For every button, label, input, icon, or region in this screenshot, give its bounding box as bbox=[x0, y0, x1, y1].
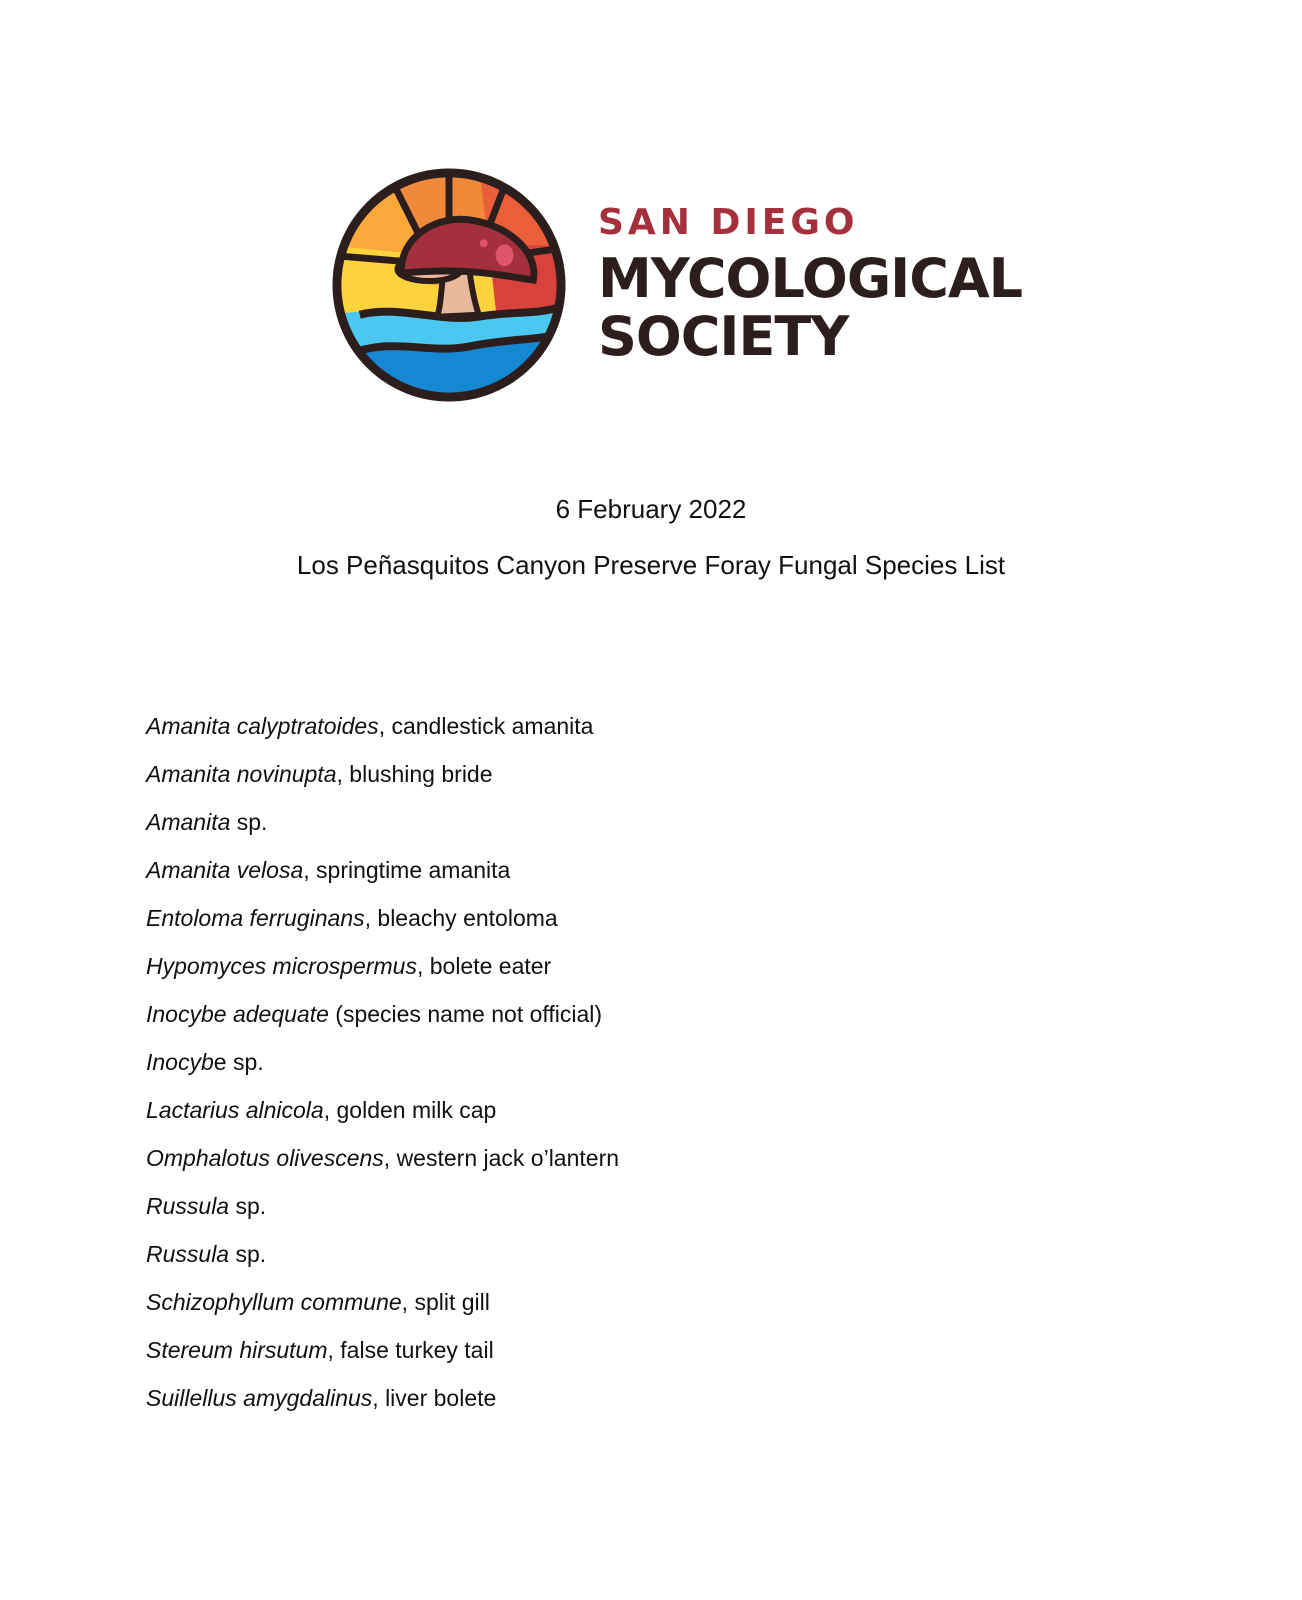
species-scientific-name: Hypomyces microspermus bbox=[146, 953, 417, 979]
species-common-name: , liver bolete bbox=[372, 1385, 497, 1411]
species-scientific-name: Inocybe adequate bbox=[146, 1001, 329, 1027]
species-common-name: , blushing bride bbox=[336, 761, 493, 787]
mushroom-logo-icon bbox=[330, 166, 568, 404]
species-item bbox=[146, 1086, 619, 1134]
species-scientific-name: Amanita calyptratoides bbox=[146, 713, 379, 739]
logo-line-mycological: MYCOLOGICAL bbox=[598, 247, 1023, 310]
species-common-name: , western jack o’lantern bbox=[383, 1145, 620, 1171]
species-item bbox=[146, 942, 619, 990]
species-scientific-name: Stereum hirsutum bbox=[146, 1337, 328, 1363]
species-item bbox=[146, 1182, 619, 1230]
species-common-name: sp. bbox=[230, 809, 268, 835]
species-scientific-name: Amanita bbox=[146, 809, 231, 835]
species-common-name: sp. bbox=[229, 1241, 267, 1267]
species-common-name: , springtime amanita bbox=[303, 857, 511, 883]
species-item bbox=[146, 798, 619, 846]
species-item bbox=[146, 990, 619, 1038]
species-item bbox=[146, 1326, 619, 1374]
species-item bbox=[146, 1038, 619, 1086]
species-common-name: , bleachy entoloma bbox=[364, 905, 558, 931]
logo-wordmark bbox=[598, 202, 1023, 368]
species-scientific-name: Omphalotus olivescens bbox=[146, 1145, 384, 1171]
species-scientific-name: Lactarius alnicola bbox=[146, 1097, 324, 1123]
species-item bbox=[146, 702, 619, 750]
species-scientific-name: Suillellus amygdalinus bbox=[146, 1385, 373, 1411]
species-item bbox=[146, 1230, 619, 1278]
species-item bbox=[146, 846, 619, 894]
species-common-name: sp. bbox=[229, 1193, 267, 1219]
species-common-name: , bolete eater bbox=[416, 953, 552, 979]
species-scientific-name: Entoloma ferruginans bbox=[146, 905, 365, 931]
species-common-name: , split gill bbox=[401, 1289, 490, 1315]
species-scientific-name: Schizophyllum commune bbox=[146, 1289, 402, 1315]
species-list bbox=[146, 702, 619, 1422]
species-common-name: , false turkey tail bbox=[327, 1337, 494, 1363]
society-logo bbox=[330, 166, 1023, 406]
species-item bbox=[146, 894, 619, 942]
species-scientific-name: Amanita velosa bbox=[146, 857, 304, 883]
document-date: 6 February 2022 bbox=[555, 494, 747, 524]
species-item bbox=[146, 1134, 619, 1182]
species-scientific-name: Russula bbox=[146, 1193, 230, 1219]
species-scientific-name: Amanita novinupta bbox=[146, 761, 337, 787]
species-scientific-name: Russula bbox=[146, 1241, 230, 1267]
species-common-name: e sp. bbox=[213, 1049, 264, 1075]
species-item bbox=[146, 1374, 619, 1422]
species-item bbox=[146, 750, 619, 798]
logo-line-society: SOCIETY bbox=[598, 305, 849, 368]
document-title: Los Peñasquitos Canyon Preserve Foray Fungal Species List bbox=[296, 550, 1006, 580]
species-item bbox=[146, 1278, 619, 1326]
species-scientific-name: Inocyb bbox=[146, 1049, 214, 1075]
species-common-name: (species name not official) bbox=[328, 1001, 603, 1027]
logo-line-san-diego: SAN DIEGO bbox=[598, 202, 859, 243]
species-common-name: , candlestick amanita bbox=[378, 713, 594, 739]
species-common-name: , golden milk cap bbox=[323, 1097, 497, 1123]
